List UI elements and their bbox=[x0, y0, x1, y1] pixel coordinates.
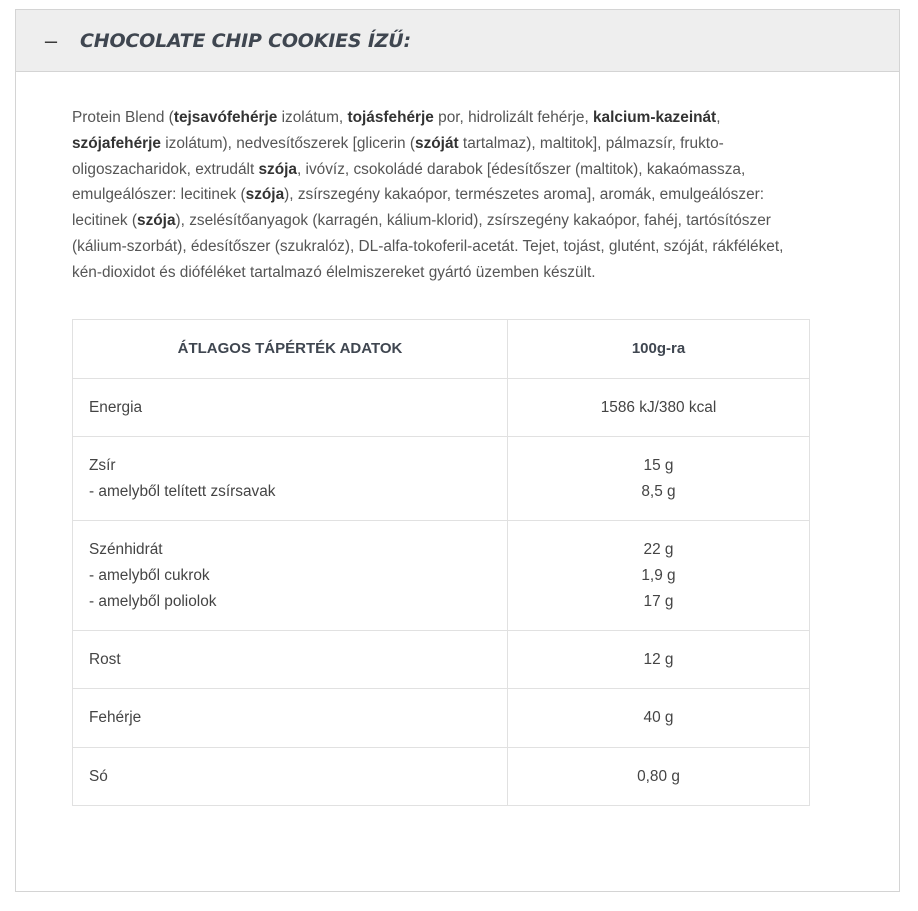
nutrient-value-line: 1586 kJ/380 kcal bbox=[600, 398, 717, 416]
nutrient-label-line: Fehérje bbox=[89, 709, 142, 726]
ingredients-text bbox=[72, 105, 797, 286]
nutrient-label-line: Energia bbox=[89, 398, 143, 416]
nutrient-label bbox=[73, 379, 508, 437]
nutrient-label bbox=[73, 521, 508, 631]
ingredient-text: , ivóvíz, csokoládé darabok [édesítőszer (maltitok), kakaómassza, emulgeálószer: lecitinek ( bbox=[72, 160, 746, 204]
table-row bbox=[73, 631, 810, 689]
allergen-highlight: szója bbox=[137, 212, 176, 230]
nutrient-value bbox=[508, 379, 810, 437]
accordion-header[interactable] bbox=[16, 10, 899, 72]
nutrient-value bbox=[508, 689, 810, 748]
ingredient-text: ), zsírszegény kakaópor, természetes aroma], aromák, emulgeálószer: lecitinek ( bbox=[72, 186, 765, 230]
nutrient-value-line: 8,5 g bbox=[641, 482, 676, 500]
header-nutrition-label: ÁTLAGOS TÁPÉRTÉK ADATOK bbox=[73, 320, 508, 379]
table-row bbox=[73, 437, 810, 521]
nutrient-value-line: 15 g bbox=[643, 456, 674, 474]
nutrient-value bbox=[508, 748, 810, 806]
nutrient-label bbox=[73, 437, 508, 521]
allergen-highlight: tejsavófehérje bbox=[173, 109, 278, 126]
nutrient-value-line: 40 g bbox=[643, 709, 674, 726]
nutrient-label-line: - amelyből poliolok bbox=[89, 592, 217, 610]
table-row bbox=[73, 379, 810, 437]
nutrient-label bbox=[73, 631, 508, 689]
ingredient-text: izolátum, bbox=[277, 109, 348, 126]
nutrient-label-line: Só bbox=[89, 767, 108, 785]
ingredient-text: izolátum), nedvesítőszerek [glicerin ( bbox=[160, 134, 416, 152]
ingredient-text: Protein Blend ( bbox=[72, 109, 174, 126]
nutrient-label-line: Rost bbox=[89, 650, 121, 668]
allergen-highlight: szója bbox=[245, 186, 285, 204]
nutrient-label bbox=[73, 748, 508, 806]
header-per-100g: 100g-ra bbox=[508, 320, 810, 379]
allergen-highlight: tojásfehérje bbox=[347, 109, 434, 126]
nutrition-table-body bbox=[73, 379, 810, 806]
nutrient-value bbox=[508, 437, 810, 521]
nutrient-value-line: 17 g bbox=[643, 592, 674, 610]
collapse-icon[interactable]: – bbox=[44, 27, 58, 53]
nutrient-label-line: - amelyből cukrok bbox=[89, 566, 210, 584]
table-row bbox=[73, 748, 810, 806]
allergen-highlight: szójafehérje bbox=[72, 134, 161, 152]
allergen-highlight: szója bbox=[258, 160, 297, 178]
nutrition-table bbox=[72, 319, 810, 806]
nutrient-value-line: 1,9 g bbox=[641, 566, 676, 584]
ingredient-text: tartalmaz), maltitok], pálmazsír, frukto-oligoszacharidok, extrudált bbox=[72, 134, 724, 178]
allergen-highlight: kalcium-kazeinát bbox=[593, 109, 717, 126]
table-header-row bbox=[73, 320, 810, 379]
nutrient-value bbox=[508, 631, 810, 689]
ingredient-text: por, hidrolizált fehérje, bbox=[433, 109, 593, 126]
nutrient-label-line: Zsír bbox=[89, 456, 116, 474]
table-row bbox=[73, 689, 810, 748]
nutrient-label-line: - amelyből telített zsírsavak bbox=[89, 482, 276, 500]
table-row bbox=[73, 521, 810, 631]
ingredient-text: , bbox=[716, 109, 721, 126]
nutrient-value-line: 22 g bbox=[643, 540, 674, 558]
ingredient-text: ), zselésítőanyagok (karragén, kálium-klorid), zsírszegény kakaópor, fahéj, tartósítószer (kálium-szorbát), édesítőszer (szukralóz), DL-alfa-tokoferil-acetát. Tejet, tojást, glutént, szóját, rákféléket, kén-dioxidot és dióféléket tartalmazó élelmiszereket gyártó üzemben készült. bbox=[72, 212, 784, 281]
nutrient-label bbox=[73, 689, 508, 748]
allergen-highlight: szóját bbox=[415, 134, 459, 152]
accordion-title: CHOCOLATE CHIP COOKIES ÍZŰ: bbox=[80, 29, 411, 52]
nutrient-value bbox=[508, 521, 810, 631]
nutrient-label-line: Szénhidrát bbox=[89, 540, 163, 558]
nutrient-value-line: 12 g bbox=[643, 650, 674, 668]
nutrient-value-line: 0,80 g bbox=[637, 767, 680, 785]
